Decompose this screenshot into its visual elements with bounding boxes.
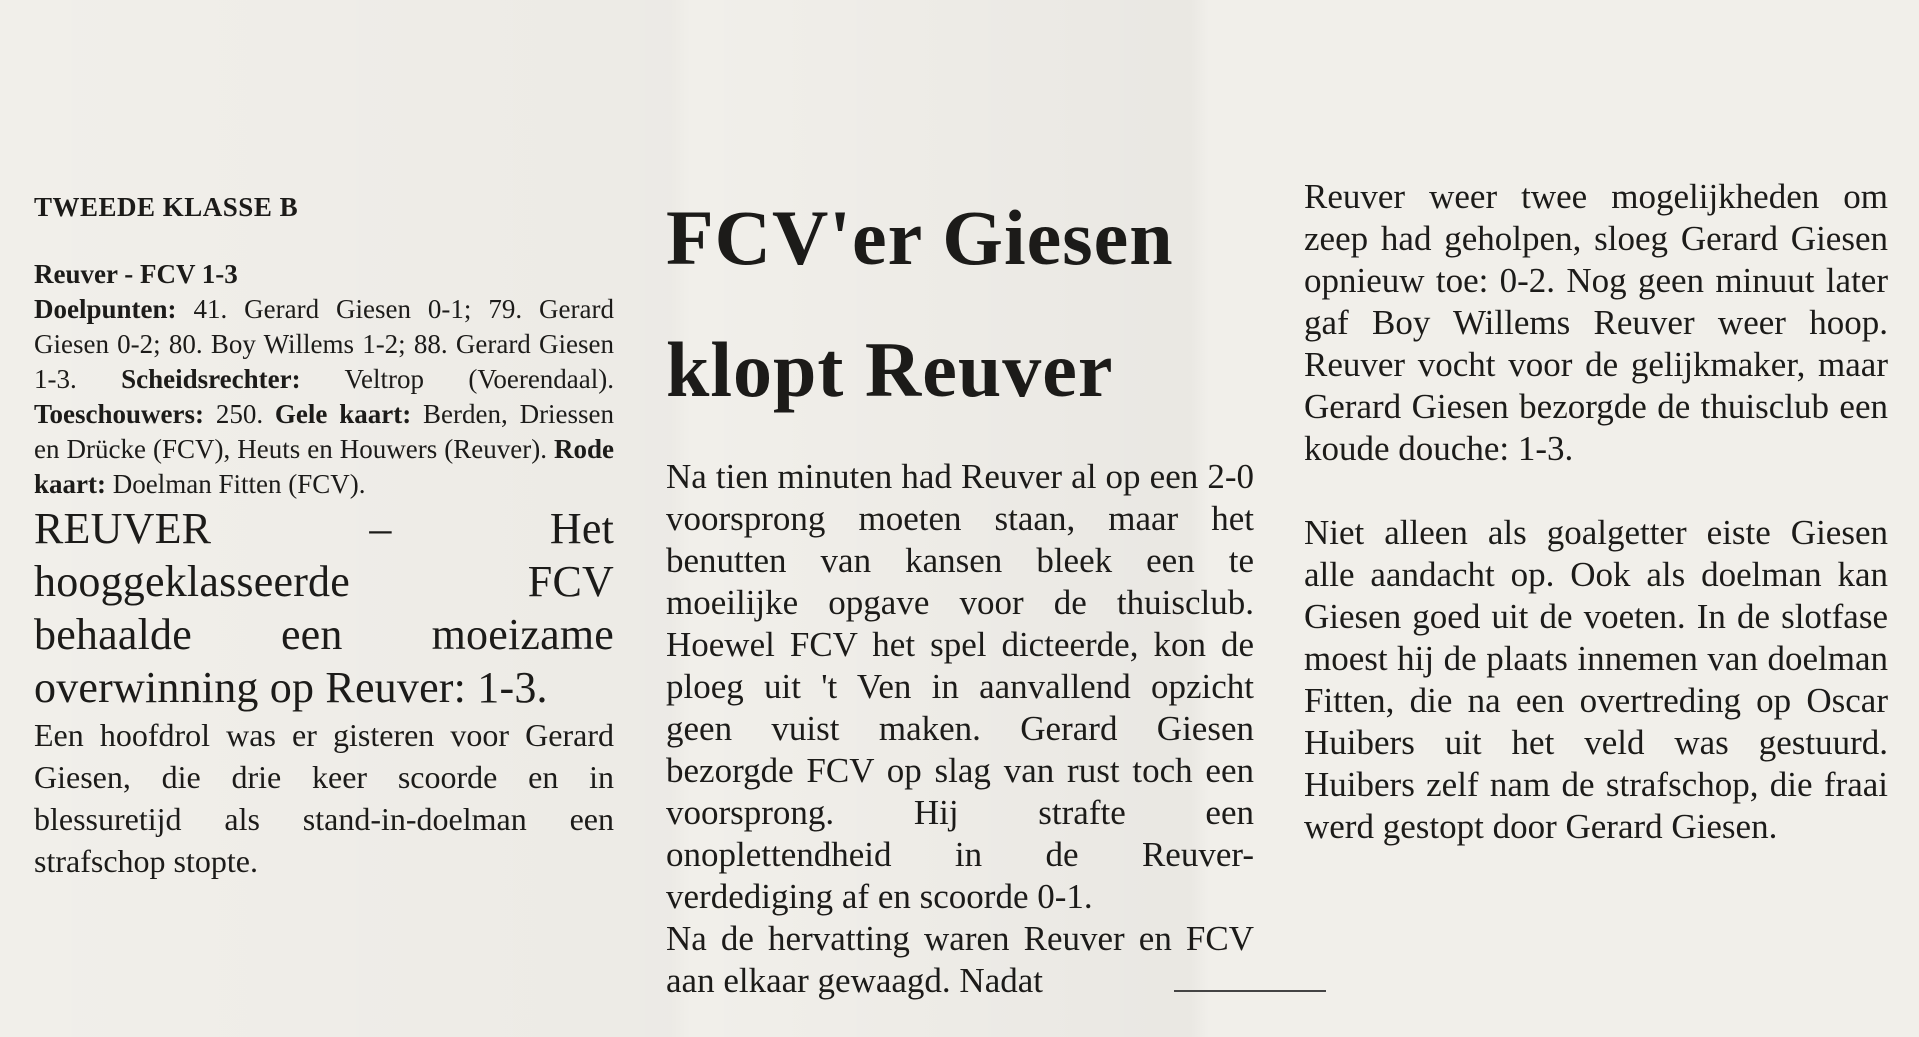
red-card-label: Rode kaart: — [34, 434, 615, 499]
goals-label: Doelpunten: — [34, 294, 177, 324]
goals-text: 41. Gerard Giesen 0-1; 79. Gerard Giesen 0-2; 80. Boy Willems 1-2; 88. Gerard Giesen 1-3. — [34, 294, 614, 394]
left-column — [34, 192, 614, 882]
spectators-text: 250. — [215, 399, 264, 429]
section-label: TWEEDE KLASSE B — [34, 192, 299, 222]
middle-column — [666, 172, 1254, 1002]
right-paragraph-1: Reuver weer twee mogelijkheden om zeep had geholpen, sloeg Gerard Giesen opnieuw toe: 0-2. Nog geen minuut later gaf Boy Willems Reuver weer hoop. Reuver vocht voor de gelijkmaker, maar Gerard Giesen bezorgde de thuisclub een koude douche: 1-3. — [1304, 177, 1888, 468]
middle-body — [666, 456, 1254, 1002]
match-facts — [34, 257, 614, 502]
headline-line-1: FCV'er Giesen — [666, 194, 1174, 281]
middle-paragraph-1: Na tien minuten had Reuver al op een 2-0 voorsprong moeten staan, maar het benutten van kansen bleek een te moeilijke opgave voor de thuisclub. Hoewel FCV het spel dicteerde, kon de ploeg uit 't Ven in aanvallend opzicht geen vuist maken. Gerard Giesen bezorgde FCV op slag van rust toch een voorsprong. Hij strafte een onoplettendheid in de Reuver-verdediging af en scoorde 0-1. — [666, 457, 1254, 916]
spectators-label: Toeschouwers: — [34, 399, 205, 429]
left-body-paragraph: Een hoofdrol was er gisteren voor Gerard Giesen, die drie keer scoorde en in blessuretijd als stand-in-doelman een strafschop stopte. — [34, 717, 614, 879]
article-intro: REUVER – Het hooggeklasseerde FCV behaalde een moeizame overwinning op Reuver: 1-3. — [34, 504, 614, 712]
middle-paragraph-2: Na de hervatting waren Reuver en FCV aan elkaar gewaagd. Nadat — [666, 919, 1254, 1000]
referee-text: Veltrop (Voerendaal). — [344, 364, 615, 394]
yellow-card-text: Berden, Driessen en Drücke (FCV), Heuts en Houwers (Reuver). — [34, 399, 615, 464]
red-card-text: Doelman Fitten (FCV). — [112, 469, 366, 499]
right-paragraph-2: Niet alleen als goalgetter eiste Giesen alle aandacht op. Ook als doelman kan Giesen goed uit de voeten. In de slotfase moest hij de plaats innemen van doelman Fitten, die na een overtreding op Oscar Huibers uit het veld was gestuurd. Huibers zelf nam de strafschop, die fraai werd gestopt door Gerard Giesen. — [1304, 513, 1888, 846]
match-result: Reuver - FCV 1-3 — [34, 259, 238, 289]
headline-line-2: klopt Reuver — [666, 326, 1114, 413]
referee-label: Scheidsrechter: — [121, 364, 301, 394]
right-column — [1304, 176, 1888, 848]
end-rule — [1174, 990, 1326, 992]
yellow-card-label: Gele kaart: — [274, 399, 412, 429]
headline — [666, 172, 1254, 436]
